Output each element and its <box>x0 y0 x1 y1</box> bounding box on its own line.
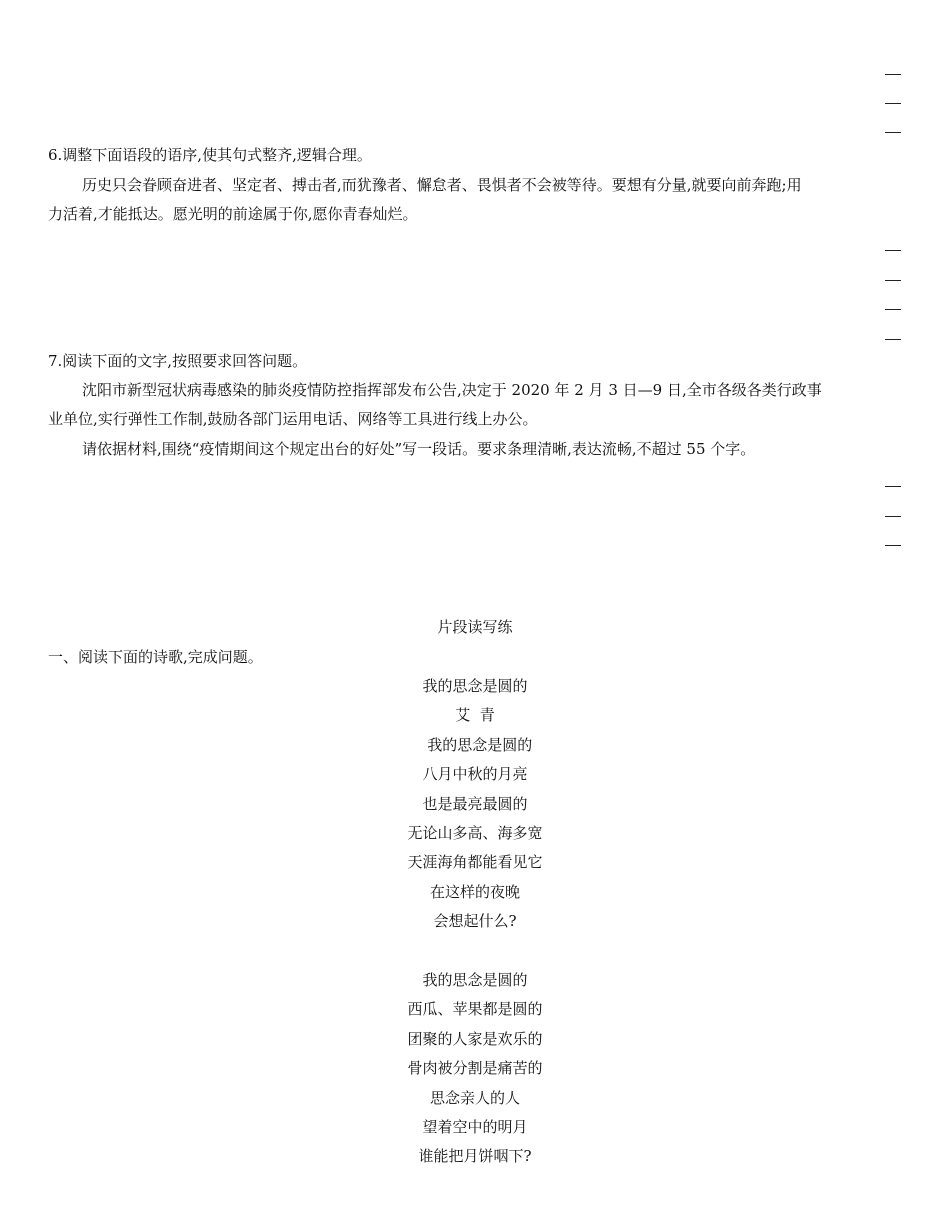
question-7-prompt: 7.阅读下面的文字,按照要求回答问题。 <box>48 352 308 370</box>
answer-line[interactable] <box>885 74 901 75</box>
poem-line: 在这样的夜晚 <box>429 883 520 901</box>
answer-line[interactable] <box>885 309 901 310</box>
question-7-task: 请依据材料,围绕“疫情期间这个规定出台的好处”写一段话。要求条理清晰,表达流畅,不超过 55 个字。 <box>82 440 756 458</box>
question-7-material-line-2: 业单位,实行弹性工作制,鼓励各部门运用电话、网络等工具进行线上办公。 <box>48 410 538 428</box>
question-7-material-line-1: 沈阳市新型冠状病毒感染的肺炎疫情防控指挥部发布公告,决定于 2020 年 2 月 3 日—9 日,全市各级各类行政事 <box>82 381 822 399</box>
answer-line[interactable] <box>885 132 901 133</box>
poem-line: 我的思念是圆的 <box>422 971 528 989</box>
poem-line: 八月中秋的月亮 <box>422 765 528 783</box>
question-6-paragraph-line-1: 历史只会眷顾奋进者、坚定者、搏击者,而犹豫者、懈怠者、畏惧者不会被等待。要想有分量,就要向前奔跑;用 <box>82 176 802 194</box>
poem-line: 西瓜、苹果都是圆的 <box>407 1000 543 1018</box>
answer-line[interactable] <box>885 486 901 487</box>
poem-line: 天涯海角都能看见它 <box>407 853 543 871</box>
poem-line: 也是最亮最圆的 <box>422 795 528 813</box>
question-6-paragraph-line-2: 力活着,才能抵达。愿光明的前途属于你,愿你青春灿烂。 <box>48 205 418 223</box>
answer-line[interactable] <box>885 516 901 517</box>
section-title: 片段读写练 <box>437 618 513 636</box>
poem-line: 骨肉被分割是痛苦的 <box>407 1059 543 1077</box>
answer-line[interactable] <box>885 339 901 340</box>
poem-line: 望着空中的明月 <box>422 1118 528 1136</box>
poem-line: 我的思念是圆的 <box>417 736 533 754</box>
poem-author: 艾 青 <box>455 706 495 724</box>
question-6-prompt: 6.调整下面语段的语序,使其句式整齐,逻辑合理。 <box>48 146 372 164</box>
poem-line: 会想起什么? <box>433 912 517 930</box>
answer-line[interactable] <box>885 545 901 546</box>
poem-line: 思念亲人的人 <box>429 1089 520 1107</box>
poem-line: 无论山多高、海多宽 <box>407 824 543 842</box>
poem-line: 谁能把月饼咽下? <box>418 1147 532 1165</box>
section-instruction: 一、阅读下面的诗歌,完成问题。 <box>48 648 263 666</box>
poem-line: 团聚的人家是欢乐的 <box>407 1030 543 1048</box>
answer-line[interactable] <box>885 280 901 281</box>
poem-title: 我的思念是圆的 <box>422 677 528 695</box>
answer-line[interactable] <box>885 103 901 104</box>
answer-line[interactable] <box>885 250 901 251</box>
